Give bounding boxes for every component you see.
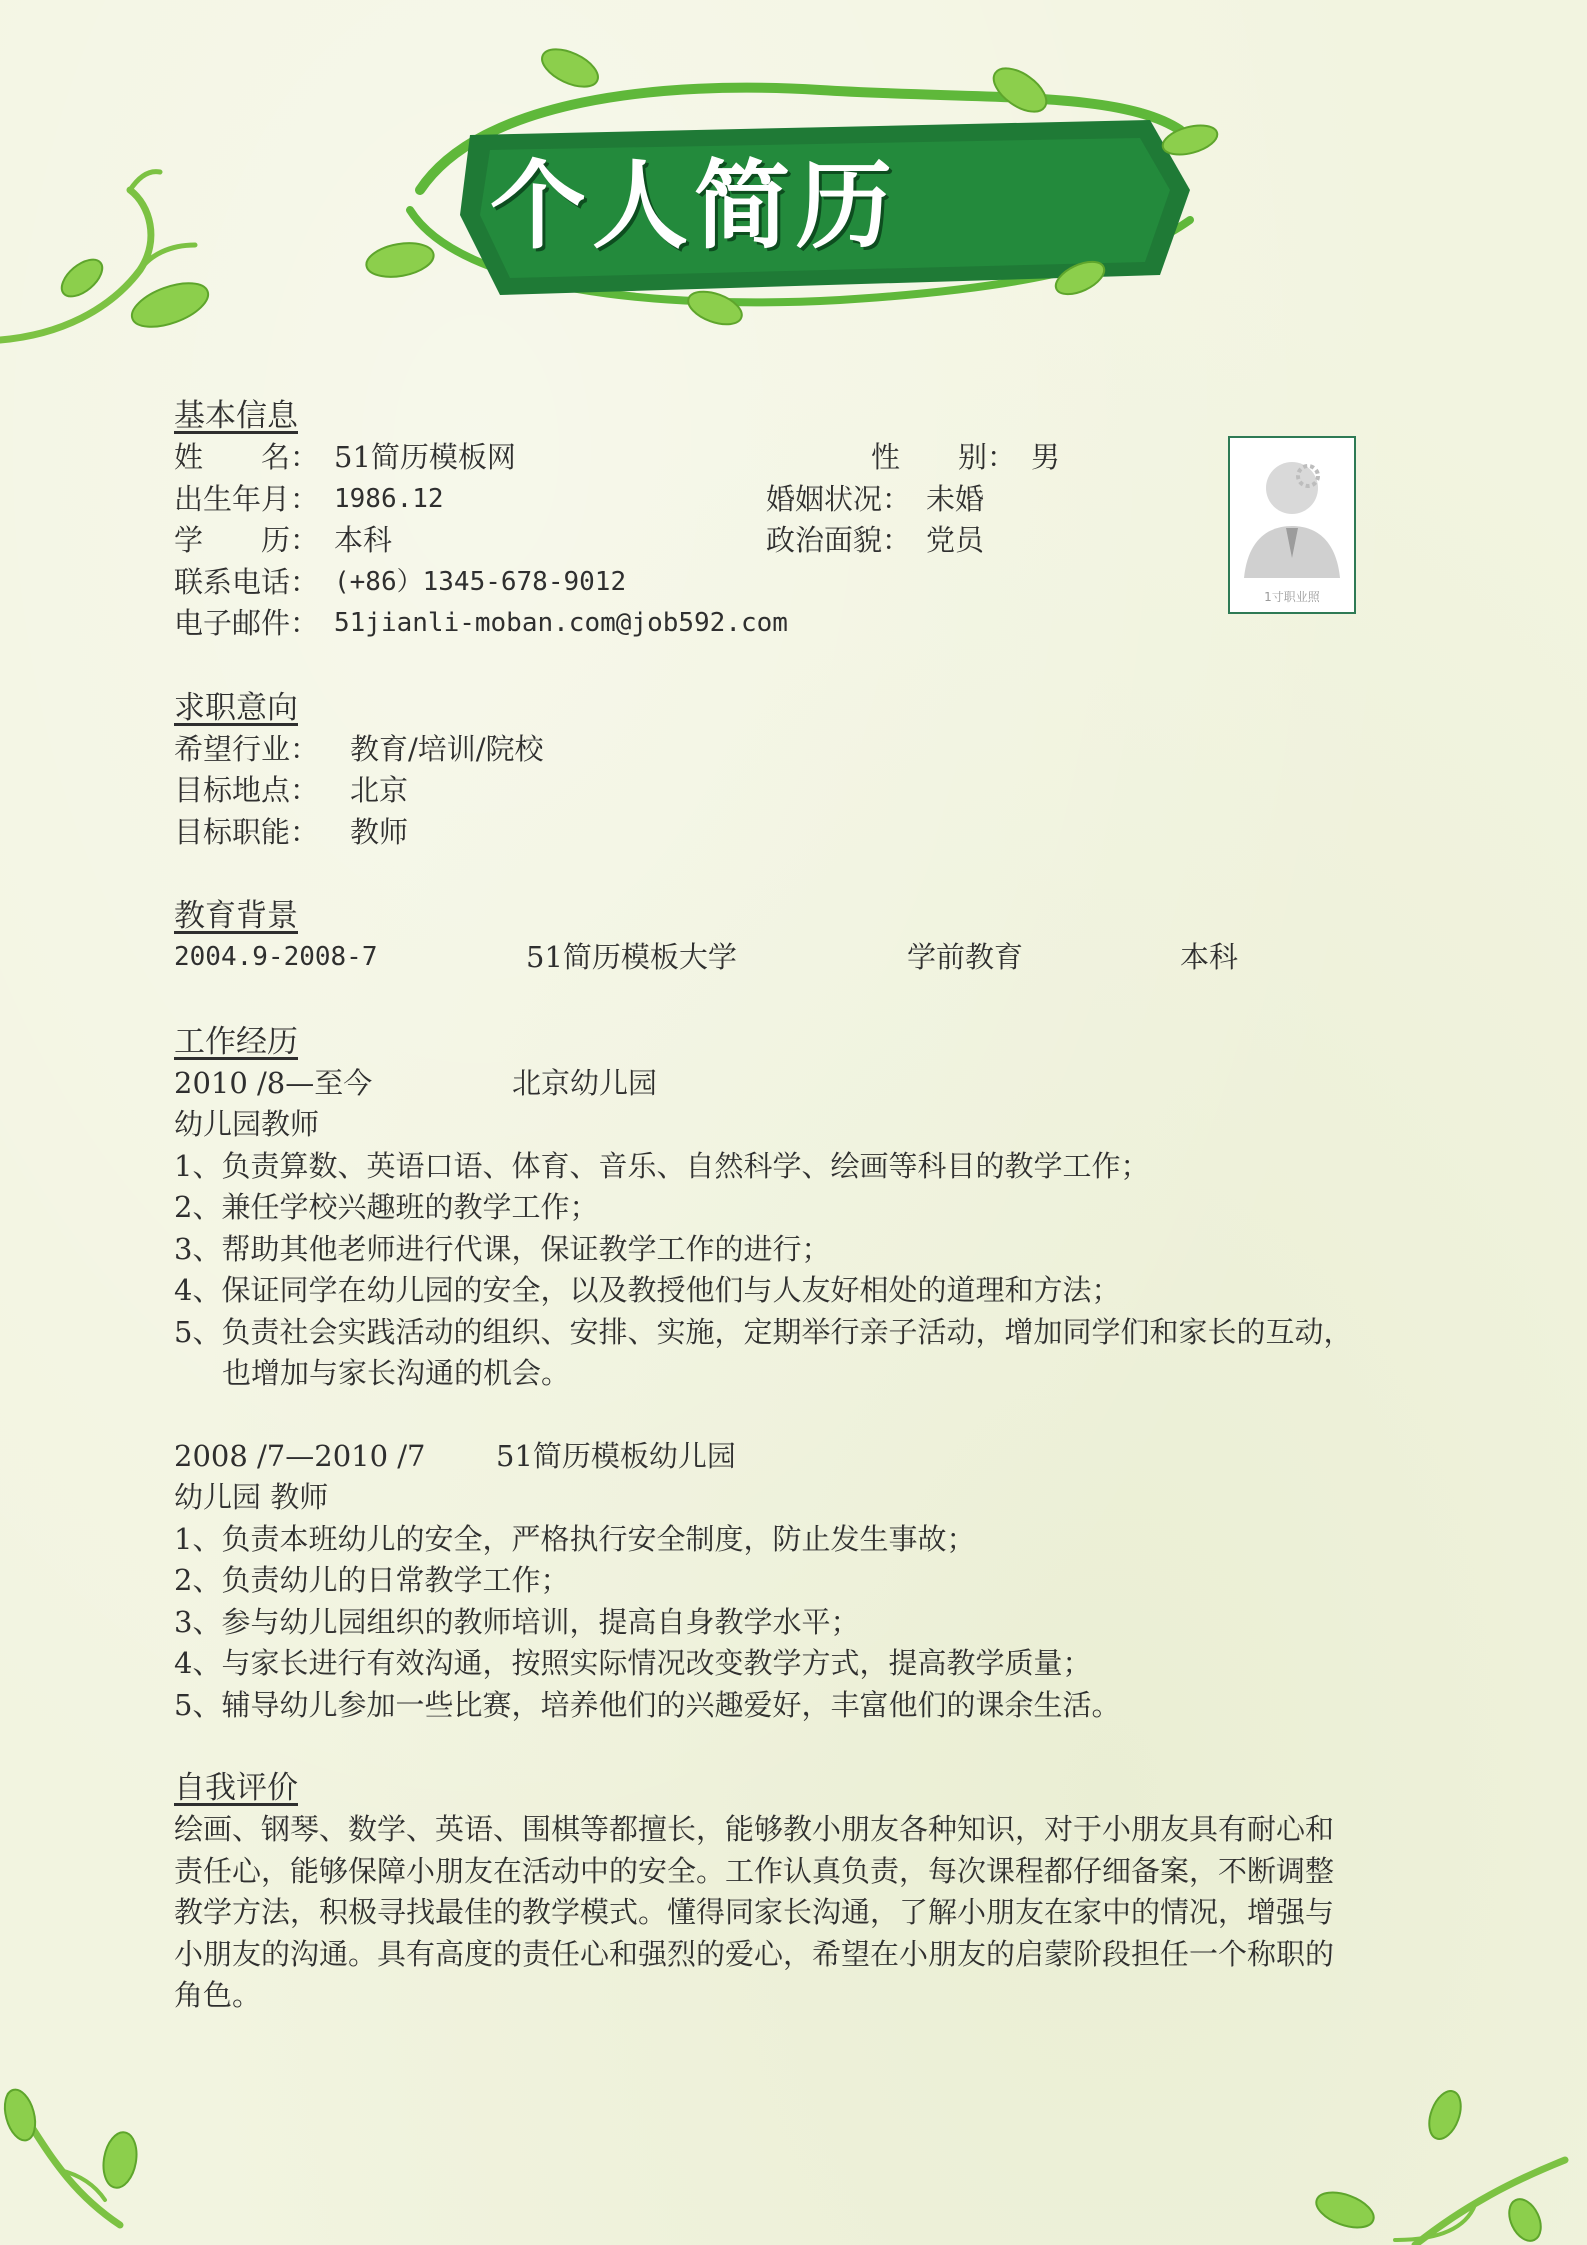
education-school: 51简历模板大学	[526, 940, 737, 974]
education-period: 2004.9-2008-7	[174, 942, 378, 972]
basic-row-email	[174, 603, 1454, 645]
basic-row-name	[174, 437, 1454, 479]
job-2-company: 51简历模板幼儿园	[496, 1438, 736, 1473]
gender-value: 男	[1031, 440, 1061, 474]
job-1-company: 北京幼儿园	[512, 1065, 658, 1100]
job-1-item: 5、负责社会实践活动的组织、安排、实施，定期举行亲子活动，增加同学们和家长的互动，	[174, 1314, 1353, 1349]
phone-value: (+86）1345-678-9012	[334, 566, 627, 597]
basic-row-edu	[174, 520, 1454, 562]
email-label: 电子邮件：	[174, 606, 320, 640]
self-eval-line: 小朋友的沟通。具有高度的责任心和强烈的爱心，希望在小朋友的启蒙阶段担任一个称职的	[174, 1936, 1335, 1971]
job-2-position: 幼儿园 教师	[174, 1480, 329, 1514]
marital-label: 婚姻状况：	[766, 481, 912, 516]
job-2-item: 1、负责本班幼儿的安全，严格执行安全制度，防止发生事故；	[174, 1521, 976, 1556]
job-1-item: 3、帮助其他老师进行代课，保证教学工作的进行；	[174, 1231, 831, 1266]
marital-value: 未婚	[926, 481, 985, 516]
job-1-period: 2010 /8—至今	[174, 1065, 373, 1100]
location-label: 目标地点：	[174, 773, 320, 807]
job-2-item: 5、辅导幼儿参加一些比赛，培养他们的兴趣爱好，丰富他们的课余生活。	[174, 1687, 1121, 1722]
vine-decoration-top-left	[0, 150, 230, 360]
political-label: 政治面貌：	[766, 523, 912, 557]
birth-label: 出生年月：	[174, 481, 320, 516]
job-1-item: 2、兼任学校兴趣班的教学工作；	[174, 1190, 599, 1224]
job-1-item: 1、负责算数、英语口语、体育、音乐、自然科学、绘画等科目的教学工作；	[174, 1148, 1150, 1183]
education-major: 学前教育	[907, 940, 1024, 974]
vine-decoration-bottom-right	[1295, 2090, 1570, 2245]
section-heading-work: 工作经历	[174, 1023, 298, 1060]
self-eval-line: 责任心，能够保障小朋友在活动中的安全。工作认真负责，每次课程都仔细备案，不断调整	[174, 1853, 1335, 1888]
basic-row-birth	[174, 479, 1454, 521]
phone-label: 联系电话：	[174, 564, 320, 599]
job-2-item: 3、参与幼儿园组织的教师培训，提高自身教学水平；	[174, 1604, 860, 1639]
job-1-header	[174, 1063, 1454, 1105]
location-value: 北京	[350, 773, 409, 807]
birth-value: 1986.12	[334, 483, 444, 514]
intent-row-industry	[174, 729, 1454, 771]
page-title: 个人简历	[490, 149, 898, 262]
name-label: 姓 名：	[174, 440, 320, 474]
function-label: 目标职能：	[174, 814, 320, 849]
job-1-item-continued: 也增加与家长沟通的机会。	[222, 1356, 571, 1390]
job-1-position: 幼儿园教师	[174, 1107, 320, 1141]
name-value: 51简历模板网	[334, 440, 516, 474]
self-eval-line: 绘画、钢琴、数学、英语、围棋等都擅长，能够教小朋友各种知识，对于小朋友具有耐心和	[174, 1812, 1335, 1846]
edu-value: 本科	[334, 523, 393, 557]
section-heading-basic: 基本信息	[174, 398, 298, 434]
self-eval-line: 教学方法，积极寻找最佳的教学模式。懂得同家长沟通，了解小朋友在家中的情况，增强与	[174, 1895, 1335, 1929]
section-heading-self-eval: 自我评价	[174, 1770, 298, 1806]
function-value: 教师	[350, 814, 409, 849]
photo-caption: 1寸职业照	[1264, 590, 1320, 604]
education-row	[174, 937, 1454, 979]
job-2-item: 2、负责幼儿的日常教学工作；	[174, 1563, 570, 1597]
section-heading-education: 教育背景	[174, 898, 298, 934]
job-1-item: 4、保证同学在幼儿园的安全，以及教授他们与人友好相处的道理和方法；	[174, 1273, 1121, 1307]
gender-label: 性 别：	[871, 440, 1017, 474]
vine-decoration-bottom-left	[0, 2075, 190, 2245]
job-2-item: 4、与家长进行有效沟通，按照实际情况改变教学方式，提高教学质量；	[174, 1646, 1092, 1680]
industry-value: 教育/培训/院校	[350, 731, 544, 766]
job-2-period: 2008 /7—2010 /7	[174, 1438, 426, 1473]
basic-row-phone	[174, 562, 1454, 604]
section-heading-intent: 求职意向	[174, 689, 298, 726]
political-value: 党员	[926, 523, 985, 557]
self-eval-line: 角色。	[174, 1978, 262, 2012]
edu-label: 学 历：	[174, 523, 320, 557]
education-degree: 本科	[1180, 940, 1239, 974]
resume-content	[174, 395, 1454, 2017]
email-value: 51jianli-moban.com@job592.com	[334, 608, 788, 638]
intent-row-function	[174, 812, 1454, 854]
industry-label: 希望行业：	[174, 731, 320, 766]
job-2-header	[174, 1436, 1454, 1478]
intent-row-location	[174, 770, 1454, 812]
